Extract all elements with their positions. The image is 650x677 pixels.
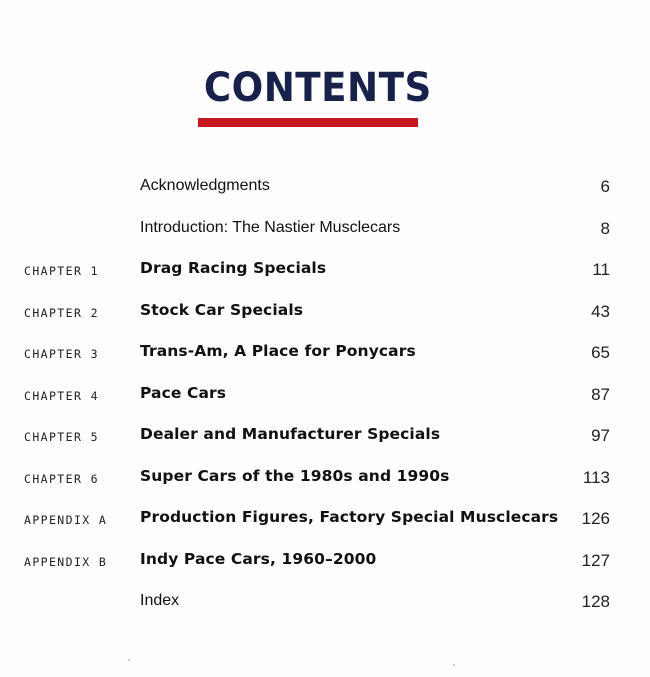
toc-chapter-label: APPENDIX A	[24, 513, 108, 527]
title-underline-rule	[198, 118, 418, 127]
toc-page-number: 87	[591, 384, 610, 404]
toc-chapter-label: APPENDIX B	[24, 554, 108, 569]
toc-entry-title: Acknowledgments	[140, 177, 270, 194]
toc-page-number: 128	[581, 592, 610, 611]
table-of-contents	[0, 168, 650, 625]
paper-speck	[453, 664, 455, 666]
toc-page-number: 43	[591, 301, 610, 321]
toc-page-number: 11	[592, 260, 610, 279]
toc-row	[0, 583, 650, 625]
toc-page-number: 127	[581, 550, 610, 570]
toc-row	[0, 459, 650, 501]
toc-row	[0, 542, 650, 584]
toc-chapter-label: CHAPTER 4	[24, 388, 99, 403]
toc-page-number: 113	[582, 467, 610, 487]
toc-entry-title: Indy Pace Cars, 1960–2000	[140, 549, 377, 568]
toc-page-number: 6	[600, 177, 610, 196]
toc-page-number: 8	[600, 218, 610, 238]
toc-row	[0, 500, 650, 542]
toc-entry-title: Super Cars of the 1980s and 1990s	[140, 466, 450, 485]
toc-row	[0, 334, 650, 376]
toc-chapter-label: CHAPTER 1	[24, 264, 99, 278]
toc-row	[0, 168, 650, 210]
toc-row	[0, 293, 650, 335]
toc-entry-title: Production Figures, Factory Special Musclecars	[140, 508, 559, 526]
title-block	[196, 62, 432, 114]
toc-row	[0, 251, 650, 293]
toc-page-number: 65	[591, 343, 610, 362]
toc-entry-title: Dealer and Manufacturer Specials	[140, 425, 441, 443]
toc-page-number: 126	[581, 509, 610, 528]
toc-row	[0, 376, 650, 418]
toc-chapter-label: CHAPTER 6	[24, 471, 99, 486]
toc-entry-title: Pace Cars	[140, 383, 227, 402]
toc-row	[0, 210, 650, 252]
toc-chapter-label: CHAPTER 2	[24, 305, 99, 320]
toc-entry-title: Introduction: The Nastier Musclecars	[140, 218, 401, 236]
toc-chapter-label: CHAPTER 5	[24, 430, 99, 444]
toc-entry-title: Index	[140, 592, 180, 609]
toc-entry-title: Drag Racing Specials	[140, 259, 327, 277]
page-title: CONTENTS	[203, 65, 432, 111]
toc-entry-title: Stock Car Specials	[140, 300, 304, 319]
toc-entry-title: Trans-Am, A Place for Ponycars	[140, 342, 416, 360]
toc-chapter-label: CHAPTER 3	[24, 347, 99, 361]
toc-page-number: 97	[591, 426, 610, 445]
toc-row	[0, 417, 650, 459]
paper-speck	[128, 659, 130, 661]
